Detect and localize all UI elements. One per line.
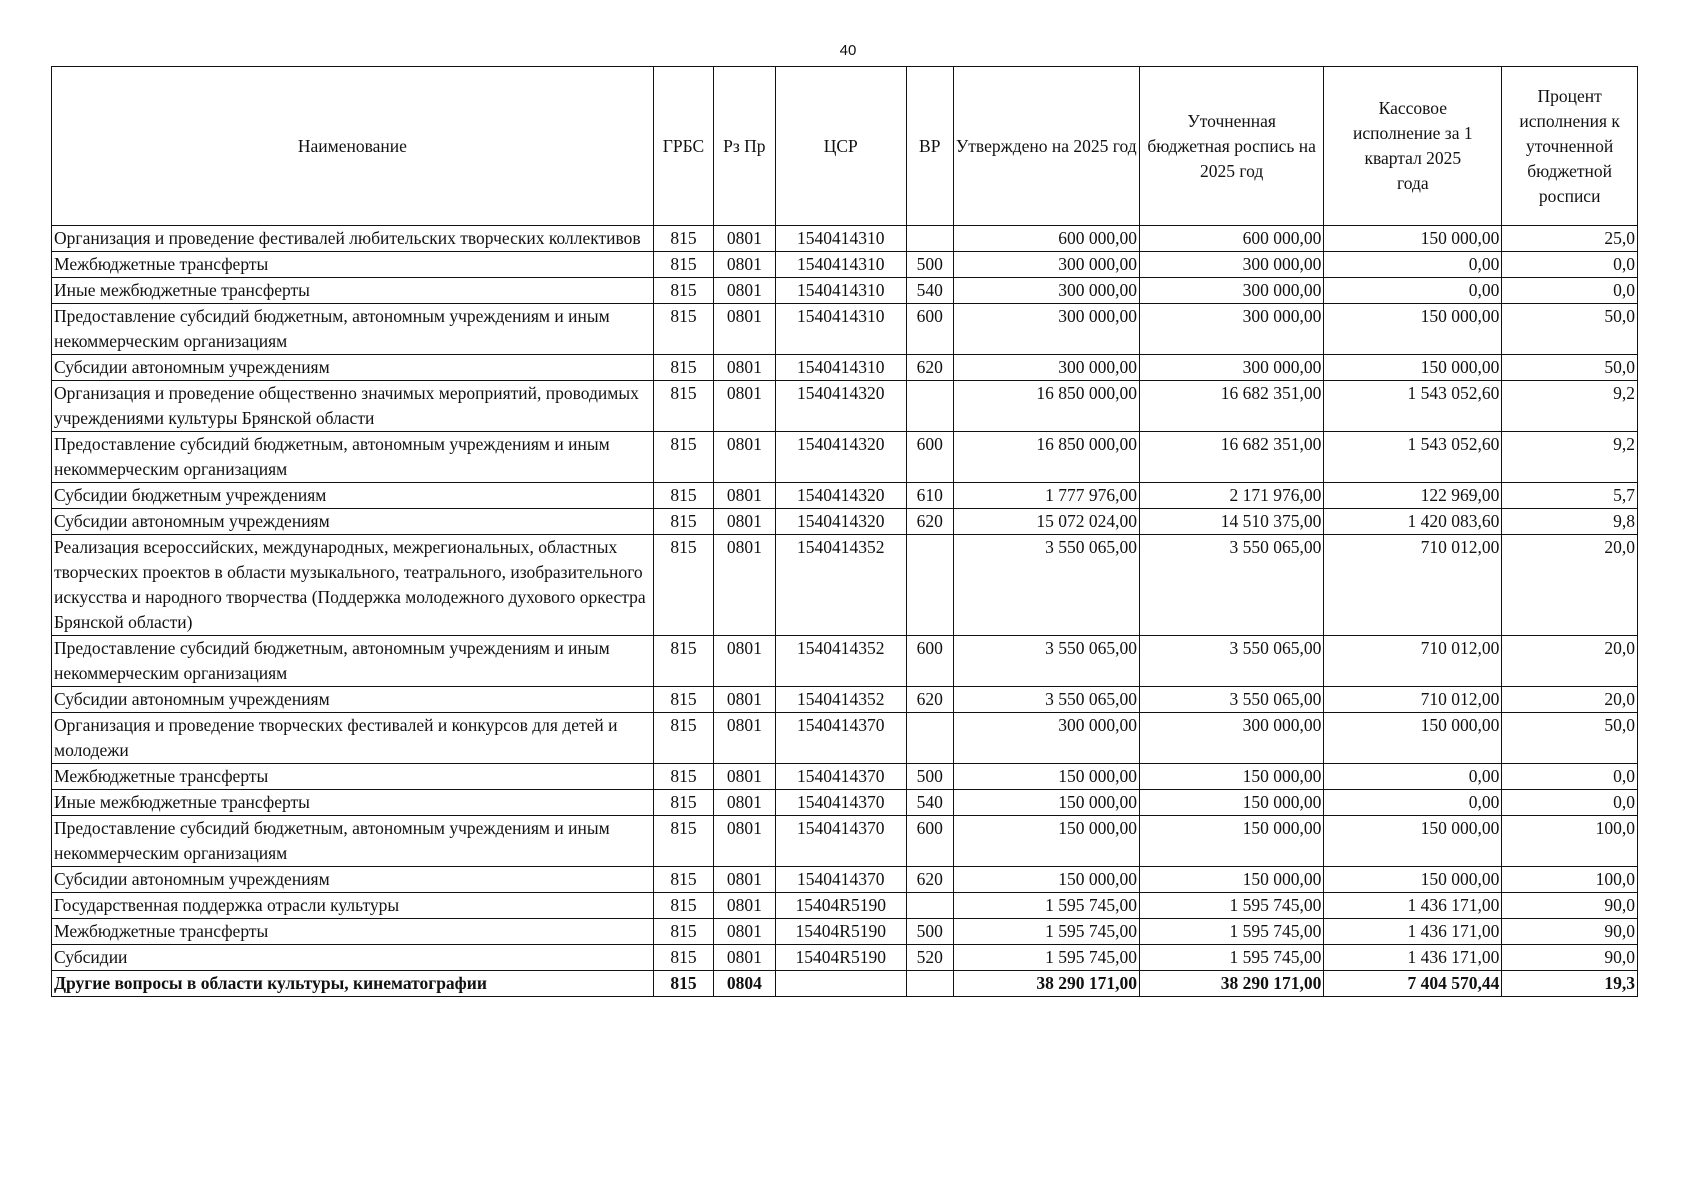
cell-cash: 1 436 171,00 xyxy=(1324,945,1502,971)
cell-rzpr: 0801 xyxy=(714,432,775,483)
cell-cash: 7 404 570,44 xyxy=(1324,971,1502,997)
cell-name: Государственная поддержка отрасли культуры xyxy=(52,893,654,919)
cell-rzpr: 0801 xyxy=(714,764,775,790)
cell-grbs: 815 xyxy=(653,226,713,252)
header-approved: Утверждено на 2025 год xyxy=(953,67,1139,226)
cell-csr: 15404R5190 xyxy=(775,919,906,945)
table-row xyxy=(52,509,1638,535)
cell-vr xyxy=(906,226,953,252)
cell-csr: 1540414310 xyxy=(775,226,906,252)
cell-name: Предоставление субсидий бюджетным, автономным учреждениям и иным некоммерческим организациям xyxy=(52,304,654,355)
cell-csr: 1540414352 xyxy=(775,687,906,713)
cell-csr: 1540414352 xyxy=(775,636,906,687)
cell-percent: 0,0 xyxy=(1502,764,1638,790)
table-row xyxy=(52,355,1638,381)
cell-csr: 1540414320 xyxy=(775,483,906,509)
cell-approved: 300 000,00 xyxy=(953,713,1139,764)
cell-percent: 90,0 xyxy=(1502,893,1638,919)
header-cash: Кассовое исполнение за 1 квартал 2025 года xyxy=(1324,67,1502,226)
cell-refined: 3 550 065,00 xyxy=(1140,535,1324,636)
cell-percent: 20,0 xyxy=(1502,636,1638,687)
table-row xyxy=(52,764,1638,790)
cell-rzpr: 0801 xyxy=(714,919,775,945)
cell-refined: 150 000,00 xyxy=(1140,816,1324,867)
cell-vr: 620 xyxy=(906,355,953,381)
cell-csr: 15404R5190 xyxy=(775,945,906,971)
cell-cash: 122 969,00 xyxy=(1324,483,1502,509)
cell-vr: 500 xyxy=(906,919,953,945)
cell-name: Межбюджетные трансферты xyxy=(52,252,654,278)
cell-name: Субсидии автономным учреждениям xyxy=(52,509,654,535)
cell-cash: 1 420 083,60 xyxy=(1324,509,1502,535)
cell-vr: 620 xyxy=(906,687,953,713)
cell-percent: 19,3 xyxy=(1502,971,1638,997)
cell-rzpr: 0801 xyxy=(714,226,775,252)
cell-approved: 1 595 745,00 xyxy=(953,893,1139,919)
cell-percent: 0,0 xyxy=(1502,278,1638,304)
table-row xyxy=(52,432,1638,483)
cell-name: Субсидии автономным учреждениям xyxy=(52,867,654,893)
header-grbs: ГРБС xyxy=(653,67,713,226)
cell-cash: 150 000,00 xyxy=(1324,355,1502,381)
cell-approved: 150 000,00 xyxy=(953,764,1139,790)
cell-refined: 14 510 375,00 xyxy=(1140,509,1324,535)
cell-rzpr: 0801 xyxy=(714,790,775,816)
cell-grbs: 815 xyxy=(653,816,713,867)
cell-csr: 1540414370 xyxy=(775,764,906,790)
cell-csr: 1540414370 xyxy=(775,713,906,764)
cell-csr: 15404R5190 xyxy=(775,893,906,919)
cell-refined: 2 171 976,00 xyxy=(1140,483,1324,509)
cell-name: Организация и проведение фестивалей любительских творческих коллективов xyxy=(52,226,654,252)
cell-grbs: 815 xyxy=(653,764,713,790)
cell-cash: 150 000,00 xyxy=(1324,226,1502,252)
cell-rzpr: 0801 xyxy=(714,252,775,278)
cell-grbs: 815 xyxy=(653,381,713,432)
cell-vr xyxy=(906,535,953,636)
cell-cash: 150 000,00 xyxy=(1324,867,1502,893)
cell-vr xyxy=(906,381,953,432)
cell-approved: 600 000,00 xyxy=(953,226,1139,252)
cell-rzpr: 0801 xyxy=(714,278,775,304)
cell-percent: 20,0 xyxy=(1502,535,1638,636)
cell-name: Предоставление субсидий бюджетным, автономным учреждениям и иным некоммерческим организациям xyxy=(52,816,654,867)
cell-name: Субсидии автономным учреждениям xyxy=(52,687,654,713)
cell-percent: 25,0 xyxy=(1502,226,1638,252)
cell-percent: 50,0 xyxy=(1502,304,1638,355)
cell-cash: 150 000,00 xyxy=(1324,713,1502,764)
cell-grbs: 815 xyxy=(653,713,713,764)
cell-rzpr: 0801 xyxy=(714,381,775,432)
cell-csr: 1540414370 xyxy=(775,816,906,867)
cell-percent: 0,0 xyxy=(1502,252,1638,278)
cell-refined: 3 550 065,00 xyxy=(1140,636,1324,687)
cell-rzpr: 0801 xyxy=(714,355,775,381)
cell-approved: 300 000,00 xyxy=(953,304,1139,355)
cell-grbs: 815 xyxy=(653,790,713,816)
table-row xyxy=(52,304,1638,355)
page-number: 40 xyxy=(839,42,857,59)
cell-vr: 540 xyxy=(906,278,953,304)
table-row xyxy=(52,816,1638,867)
cell-approved: 16 850 000,00 xyxy=(953,381,1139,432)
table-row xyxy=(52,919,1638,945)
table-row xyxy=(52,636,1638,687)
cell-approved: 1 595 745,00 xyxy=(953,945,1139,971)
cell-cash: 150 000,00 xyxy=(1324,816,1502,867)
cell-grbs: 815 xyxy=(653,483,713,509)
cell-csr: 1540414310 xyxy=(775,252,906,278)
cell-approved: 150 000,00 xyxy=(953,867,1139,893)
cell-grbs: 815 xyxy=(653,971,713,997)
cell-grbs: 815 xyxy=(653,636,713,687)
table-row xyxy=(52,687,1638,713)
cell-approved: 15 072 024,00 xyxy=(953,509,1139,535)
cell-csr: 1540414320 xyxy=(775,432,906,483)
cell-rzpr: 0801 xyxy=(714,816,775,867)
cell-cash: 0,00 xyxy=(1324,252,1502,278)
cell-percent: 90,0 xyxy=(1502,945,1638,971)
cell-refined: 1 595 745,00 xyxy=(1140,893,1324,919)
cell-percent: 50,0 xyxy=(1502,355,1638,381)
cell-approved: 1 777 976,00 xyxy=(953,483,1139,509)
cell-name: Иные межбюджетные трансферты xyxy=(52,790,654,816)
cell-grbs: 815 xyxy=(653,687,713,713)
cell-name: Межбюджетные трансферты xyxy=(52,919,654,945)
table-row xyxy=(52,278,1638,304)
cell-name: Предоставление субсидий бюджетным, автономным учреждениям и иным некоммерческим организациям xyxy=(52,432,654,483)
cell-csr: 1540414320 xyxy=(775,381,906,432)
cell-rzpr: 0801 xyxy=(714,636,775,687)
cell-grbs: 815 xyxy=(653,867,713,893)
cell-refined: 1 595 745,00 xyxy=(1140,919,1324,945)
cell-grbs: 815 xyxy=(653,252,713,278)
cell-name: Субсидии автономным учреждениям xyxy=(52,355,654,381)
cell-percent: 100,0 xyxy=(1502,867,1638,893)
cell-refined: 600 000,00 xyxy=(1140,226,1324,252)
cell-cash: 150 000,00 xyxy=(1324,304,1502,355)
cell-rzpr: 0801 xyxy=(714,483,775,509)
cell-rzpr: 0801 xyxy=(714,509,775,535)
cell-name: Межбюджетные трансферты xyxy=(52,764,654,790)
cell-refined: 38 290 171,00 xyxy=(1140,971,1324,997)
budget-table xyxy=(51,66,1638,997)
table-row xyxy=(52,226,1638,252)
cell-vr xyxy=(906,893,953,919)
cell-percent: 9,8 xyxy=(1502,509,1638,535)
cell-grbs: 815 xyxy=(653,304,713,355)
cell-refined: 300 000,00 xyxy=(1140,278,1324,304)
cell-approved: 150 000,00 xyxy=(953,790,1139,816)
header-rzpr: Рз Пр xyxy=(714,67,775,226)
cell-percent: 20,0 xyxy=(1502,687,1638,713)
cell-vr: 500 xyxy=(906,764,953,790)
cell-cash: 1 436 171,00 xyxy=(1324,893,1502,919)
cell-vr: 620 xyxy=(906,509,953,535)
cell-refined: 16 682 351,00 xyxy=(1140,381,1324,432)
cell-refined: 300 000,00 xyxy=(1140,713,1324,764)
cell-grbs: 815 xyxy=(653,432,713,483)
cell-percent: 5,7 xyxy=(1502,483,1638,509)
header-name: Наименование xyxy=(52,67,654,226)
cell-name: Организация и проведение творческих фестивалей и конкурсов для детей и молодежи xyxy=(52,713,654,764)
cell-approved: 16 850 000,00 xyxy=(953,432,1139,483)
cell-csr: 1540414370 xyxy=(775,867,906,893)
cell-cash: 0,00 xyxy=(1324,790,1502,816)
cell-rzpr: 0801 xyxy=(714,713,775,764)
table-row xyxy=(52,867,1638,893)
cell-grbs: 815 xyxy=(653,919,713,945)
header-row xyxy=(52,67,1638,226)
cell-refined: 16 682 351,00 xyxy=(1140,432,1324,483)
cell-name: Организация и проведение общественно значимых мероприятий, проводимых учреждениями культуры Брянской области xyxy=(52,381,654,432)
header-refined: Уточненная бюджетная роспись на 2025 год xyxy=(1140,67,1324,226)
table-row xyxy=(52,713,1638,764)
cell-vr: 500 xyxy=(906,252,953,278)
cell-refined: 3 550 065,00 xyxy=(1140,687,1324,713)
cell-csr: 1540414320 xyxy=(775,509,906,535)
cell-csr: 1540414370 xyxy=(775,790,906,816)
table-row xyxy=(52,790,1638,816)
cell-csr: 1540414310 xyxy=(775,278,906,304)
table-total-row xyxy=(52,971,1638,997)
cell-grbs: 815 xyxy=(653,945,713,971)
cell-cash: 1 436 171,00 xyxy=(1324,919,1502,945)
cell-rzpr: 0804 xyxy=(714,971,775,997)
header-vr: ВР xyxy=(906,67,953,226)
cell-percent: 90,0 xyxy=(1502,919,1638,945)
cell-name: Субсидии xyxy=(52,945,654,971)
cell-vr: 620 xyxy=(906,867,953,893)
cell-cash: 0,00 xyxy=(1324,278,1502,304)
header-percent: Процент исполнения к уточненной бюджетной росписи xyxy=(1502,67,1638,226)
cell-vr: 600 xyxy=(906,304,953,355)
cell-percent: 9,2 xyxy=(1502,432,1638,483)
table-row xyxy=(52,945,1638,971)
cell-refined: 300 000,00 xyxy=(1140,355,1324,381)
cell-vr: 540 xyxy=(906,790,953,816)
cell-grbs: 815 xyxy=(653,278,713,304)
cell-refined: 150 000,00 xyxy=(1140,764,1324,790)
cell-approved: 3 550 065,00 xyxy=(953,636,1139,687)
cell-csr: 1540414310 xyxy=(775,304,906,355)
cell-csr: 1540414352 xyxy=(775,535,906,636)
cell-grbs: 815 xyxy=(653,893,713,919)
cell-cash: 710 012,00 xyxy=(1324,636,1502,687)
cell-cash: 0,00 xyxy=(1324,764,1502,790)
cell-approved: 300 000,00 xyxy=(953,278,1139,304)
cell-approved: 300 000,00 xyxy=(953,355,1139,381)
cell-cash: 710 012,00 xyxy=(1324,687,1502,713)
cell-percent: 50,0 xyxy=(1502,713,1638,764)
cell-refined: 150 000,00 xyxy=(1140,790,1324,816)
cell-vr: 600 xyxy=(906,816,953,867)
cell-vr: 600 xyxy=(906,636,953,687)
cell-approved: 300 000,00 xyxy=(953,252,1139,278)
cell-approved: 3 550 065,00 xyxy=(953,535,1139,636)
cell-rzpr: 0801 xyxy=(714,304,775,355)
cell-percent: 0,0 xyxy=(1502,790,1638,816)
table-row xyxy=(52,252,1638,278)
cell-vr xyxy=(906,971,953,997)
table-row xyxy=(52,535,1638,636)
cell-cash: 1 543 052,60 xyxy=(1324,381,1502,432)
cell-refined: 150 000,00 xyxy=(1140,867,1324,893)
cell-rzpr: 0801 xyxy=(714,867,775,893)
cell-vr: 610 xyxy=(906,483,953,509)
cell-name: Реализация всероссийских, международных, межрегиональных, областных творческих проектов в области музыкального, театрального, изобразительного искусства и народного творчества (Поддержка молодежного духового оркестра Брянской области) xyxy=(52,535,654,636)
cell-csr xyxy=(775,971,906,997)
cell-approved: 38 290 171,00 xyxy=(953,971,1139,997)
cell-cash: 710 012,00 xyxy=(1324,535,1502,636)
cell-rzpr: 0801 xyxy=(714,945,775,971)
cell-rzpr: 0801 xyxy=(714,687,775,713)
cell-refined: 300 000,00 xyxy=(1140,252,1324,278)
cell-csr: 1540414310 xyxy=(775,355,906,381)
cell-name: Субсидии бюджетным учреждениям xyxy=(52,483,654,509)
cell-approved: 3 550 065,00 xyxy=(953,687,1139,713)
cell-grbs: 815 xyxy=(653,535,713,636)
cell-approved: 150 000,00 xyxy=(953,816,1139,867)
table-row xyxy=(52,893,1638,919)
header-csr: ЦСР xyxy=(775,67,906,226)
table-row xyxy=(52,381,1638,432)
cell-vr: 520 xyxy=(906,945,953,971)
cell-vr: 600 xyxy=(906,432,953,483)
cell-rzpr: 0801 xyxy=(714,893,775,919)
cell-name: Иные межбюджетные трансферты xyxy=(52,278,654,304)
cell-percent: 9,2 xyxy=(1502,381,1638,432)
cell-vr xyxy=(906,713,953,764)
cell-percent: 100,0 xyxy=(1502,816,1638,867)
cell-name: Другие вопросы в области культуры, кинематографии xyxy=(52,971,654,997)
cell-grbs: 815 xyxy=(653,355,713,381)
cell-refined: 300 000,00 xyxy=(1140,304,1324,355)
cell-refined: 1 595 745,00 xyxy=(1140,945,1324,971)
cell-rzpr: 0801 xyxy=(714,535,775,636)
table-row xyxy=(52,483,1638,509)
cell-name: Предоставление субсидий бюджетным, автономным учреждениям и иным некоммерческим организациям xyxy=(52,636,654,687)
cell-cash: 1 543 052,60 xyxy=(1324,432,1502,483)
cell-grbs: 815 xyxy=(653,509,713,535)
cell-approved: 1 595 745,00 xyxy=(953,919,1139,945)
